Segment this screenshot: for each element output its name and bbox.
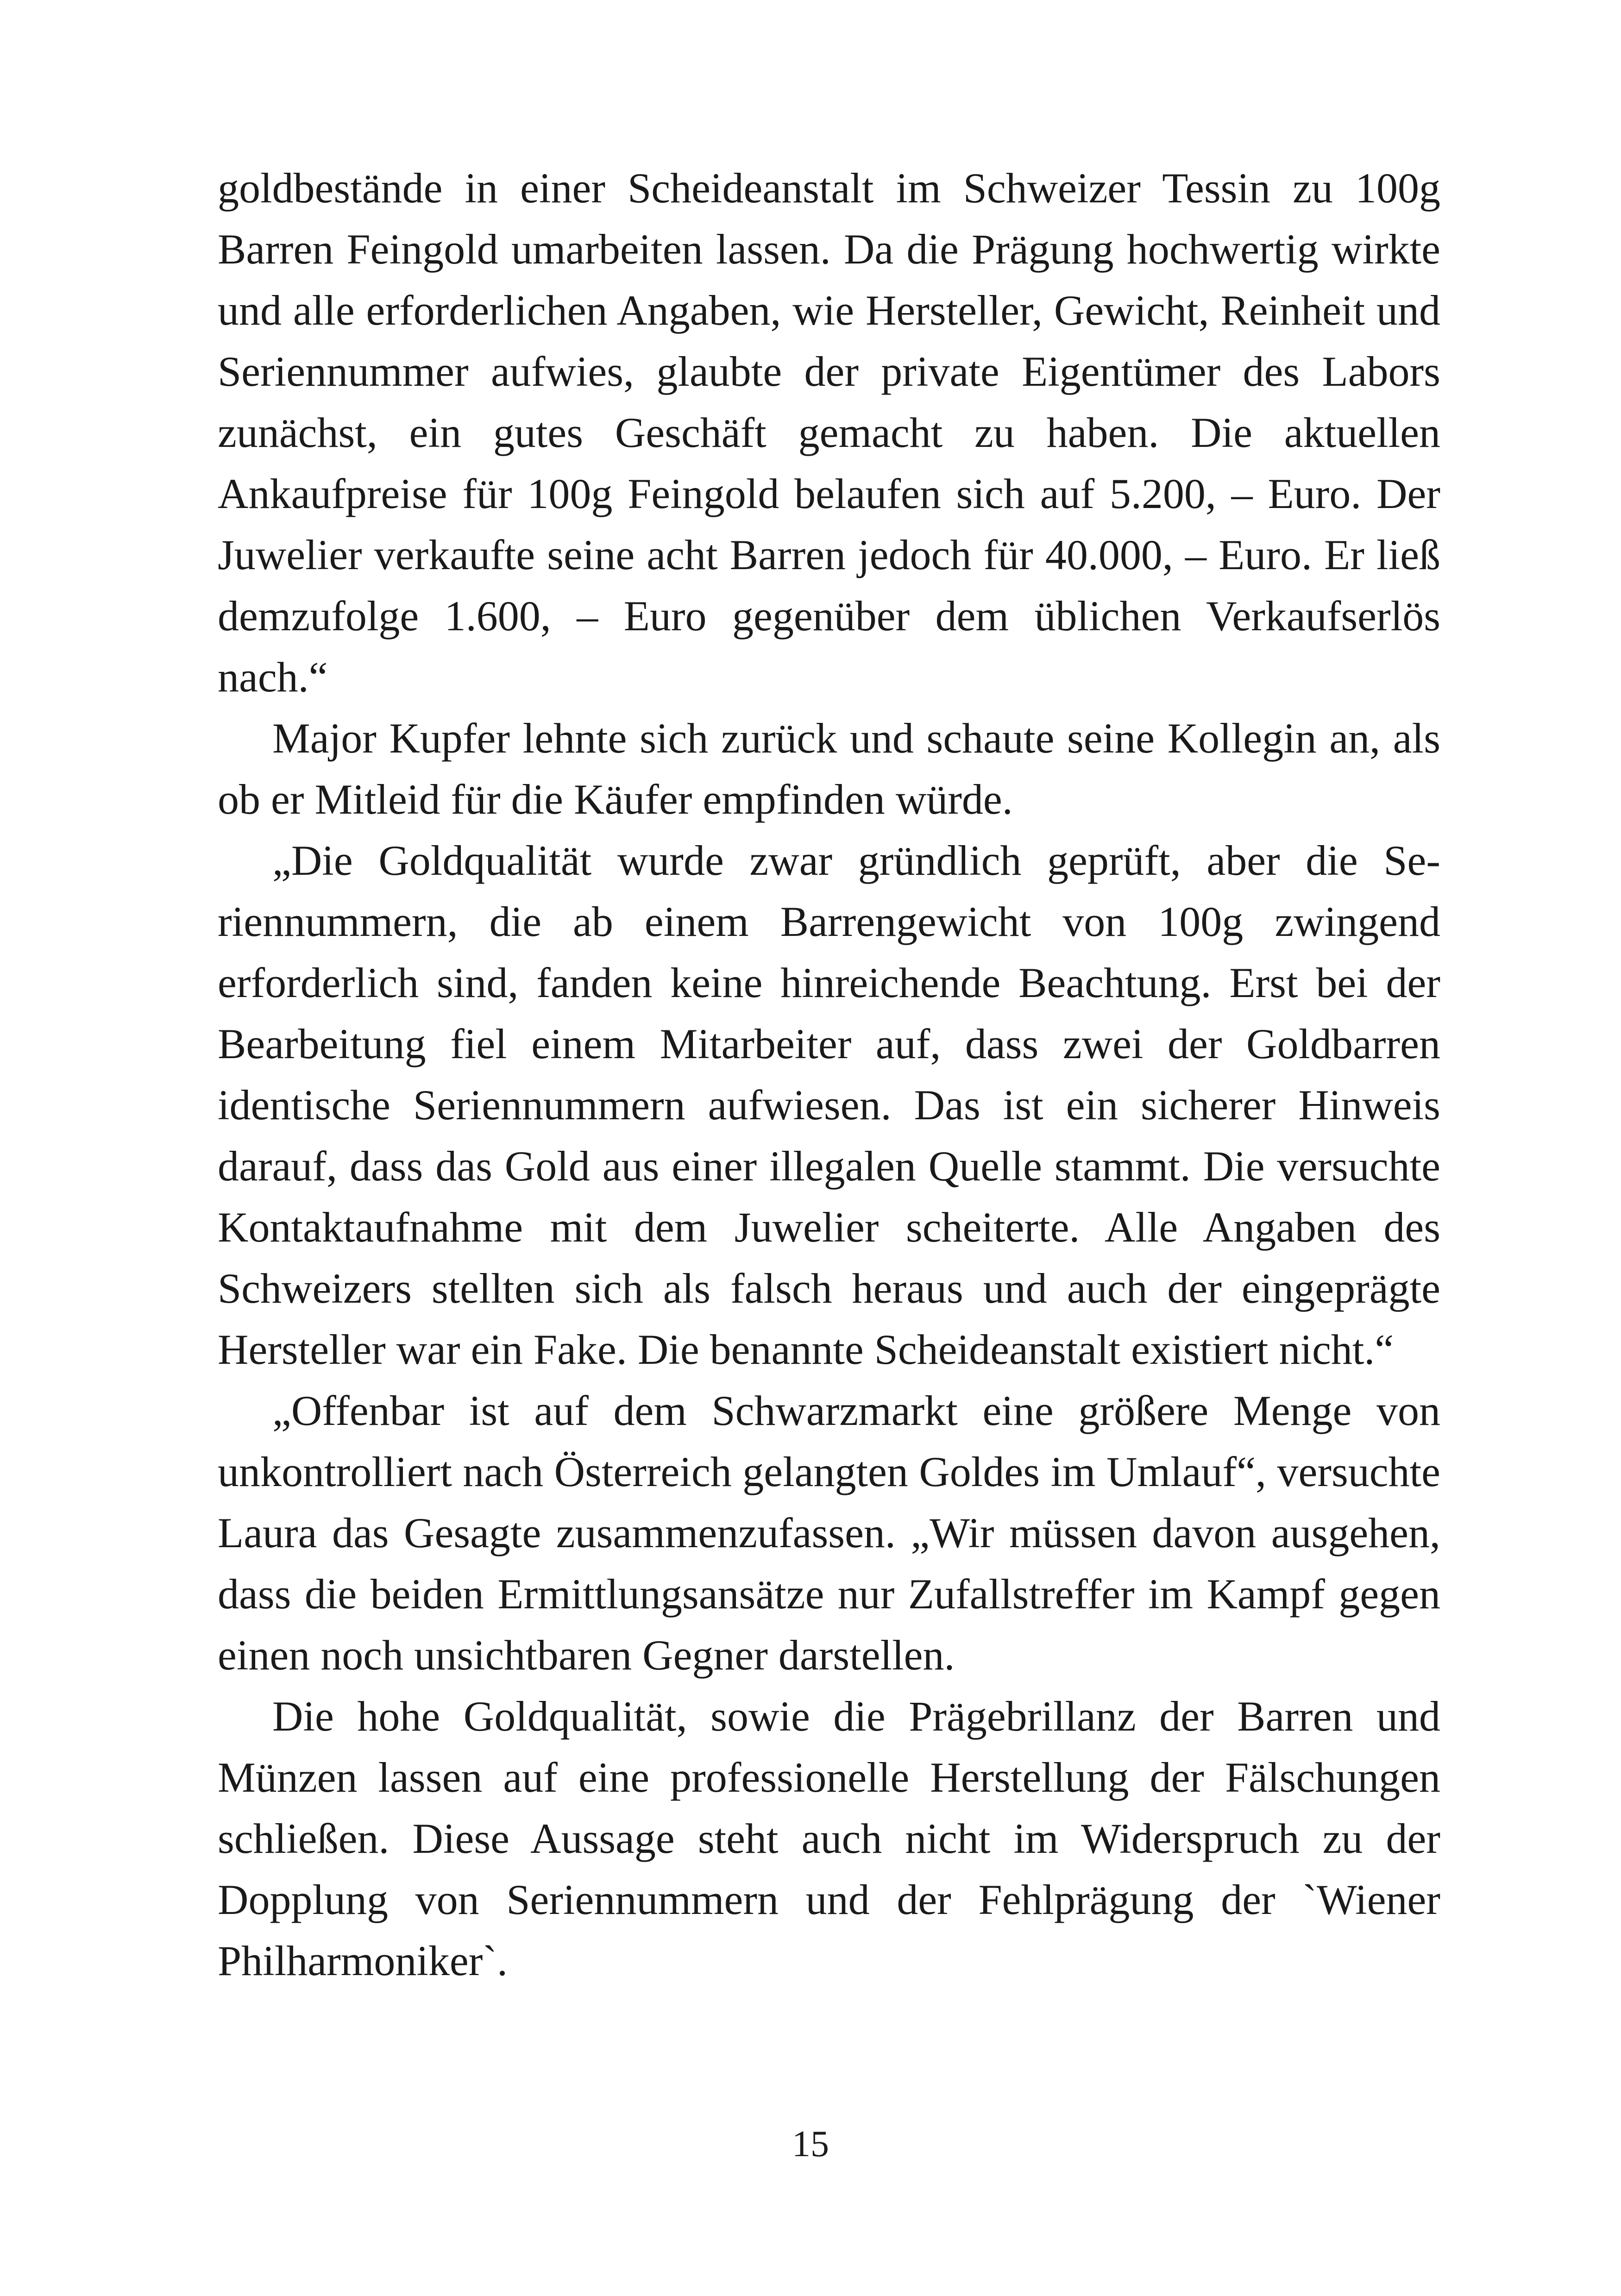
paragraph-2: Major Kupfer lehnte sich zurück und schaute seine Kollegin an, als ob er Mitleid für die Käufer empfinden würde. (218, 715, 1440, 823)
page-number: 15 (792, 2124, 829, 2164)
paragraph-5: Die hohe Goldqualität, sowie die Prägebrillanz der Barren und Münzen lassen auf eine professionelle Herstellung der Fälschungen schließen. Diese Aussage steht auch nicht im Widerspruch zu der Dopplung von Seriennummern und der Fehlprägung der `Wiener Philharmoniker`. (218, 1693, 1440, 1984)
body-text (218, 157, 1440, 1991)
paragraph-4: „Offenbar ist auf dem Schwarzmarkt eine größere Menge von unkontrolliert nach Österreich gelangten Goldes im Umlauf“, versuchte Laura das Gesagte zusammenzufassen. „Wir müssen davon ausgehen, dass die beiden Ermittlungsansätze nur Zufallstreffer im Kampf gegen einen noch unsichtbaren Gegner darstellen. (218, 1387, 1440, 1679)
paragraph-3: „Die Goldqualität wurde zwar gründlich geprüft, aber die Seriennummern, die ab einem Barrengewicht von 100g zwingend erforderlich sind, fanden keine hinreichende Beachtung. Erst bei der Bearbeitung fiel einem Mitarbeiter auf, dass zwei der Goldbarren identische Seriennummern aufwiesen. Das ist ein sicherer Hinweis darauf, dass das Gold aus einer illegalen Quelle stammt. Die versuchte Kontaktaufnahme mit dem Juwelier scheiterte. Alle Angaben des Schweizers stellten sich als falsch heraus und auch der eingeprägte Hersteller war ein Fake. Die benannte Scheideanstalt existiert nicht.“ (218, 837, 1440, 1373)
paragraph-1: goldbestände in einer Scheideanstalt im Schweizer Tessin zu 100g Barren Feingold umarbeiten lassen. Da die Prägung hochwertig wirkte und alle erforderlichen Angaben, wie Hersteller, Gewicht, Reinheit und Seriennummer aufwies, glaubte der private Eigentümer des Labors zunächst, ein gutes Geschäft gemacht zu haben. Die aktuellen Ankaufpreise für 100g Feingold belaufen sich auf 5.200, – Euro. Der Juwelier verkaufte seine acht Barren jedoch für 40.000, – Euro. Er ließ demzufolge 1.600, – Euro gegenüber dem üblichen Verkaufserlös nach.“ (218, 164, 1440, 701)
